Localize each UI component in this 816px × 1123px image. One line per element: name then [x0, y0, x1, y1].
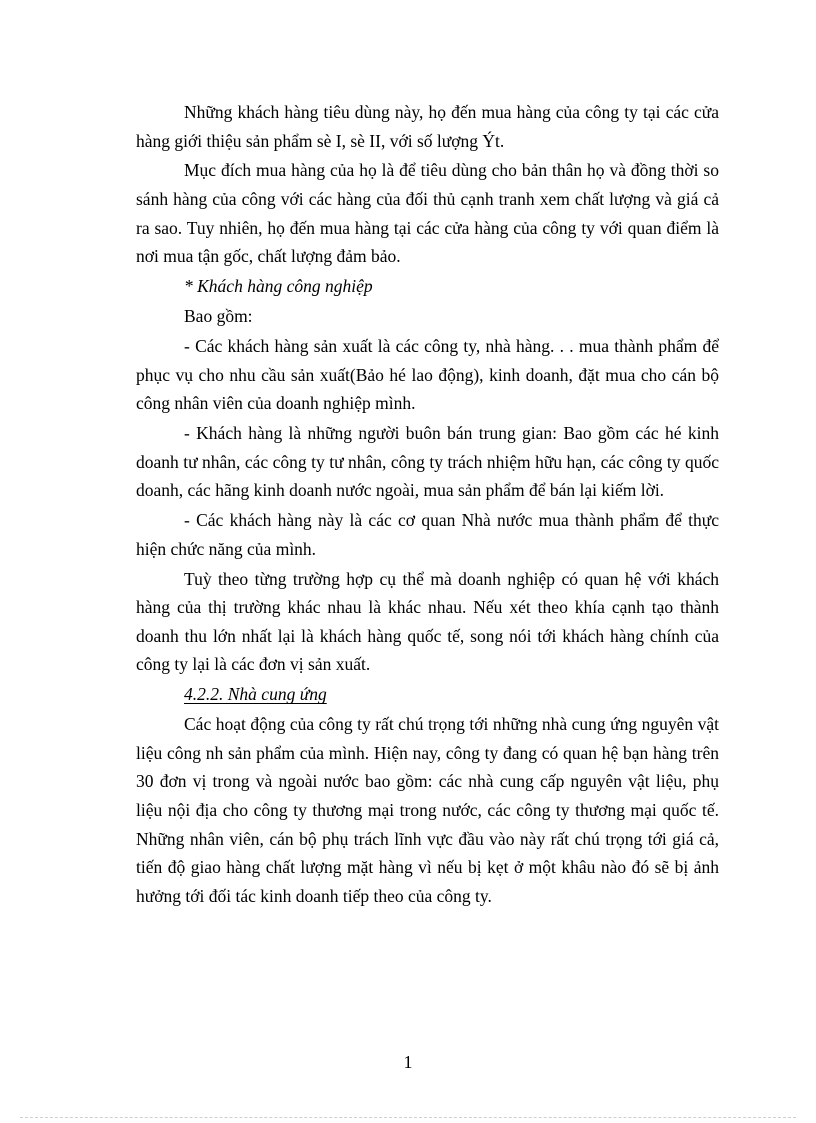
document-body	[136, 98, 719, 912]
paragraph-depending-on-case: Tuỳ theo từng trường hợp cụ thể mà doanh nghiệp có quan hệ với khách hàng của thị trường khác nhau là khác nhau. Nếu xét theo khía cạnh tạo thành doanh thu lớn nhất lại là khách hàng quốc tế, song nói tới khách hàng chính của công ty lại là các đơn vị sản xuất.	[136, 568, 719, 675]
paragraph-purchase-purpose: Mục đích mua hàng của họ là để tiêu dùng cho bản thân họ và đồng thời so sánh hàng của công với các hàng của đối thủ cạnh tranh xem chất lượng và giá cả ra sao. Tuy nhiên, họ đến mua hàng tại các cửa hàng của công ty với quan điểm là nơi mua tận gốc, chất lượng đảm bảo.	[136, 160, 719, 267]
paragraph-state-agencies: - Các khách hàng này là các cơ quan Nhà nước mua thành phẩm để thực hiện chức năng của mình.	[136, 510, 719, 559]
paragraph-includes: Bao gồm:	[184, 306, 253, 327]
paragraph-intermediary-customers: - Khách hàng là những người buôn bán trung gian: Bao gồm các hé kinh doanh tư nhân, các công ty tư nhân, công ty trách nhiệm hữu hạn, các công ty quốc doanh, các hãng kinh doanh nước ngoài, mua sản phẩm để bán lại kiếm lời.	[136, 423, 719, 501]
page-bottom-border	[20, 1117, 796, 1118]
paragraph-production-customers: - Các khách hàng sản xuất là các công ty, nhà hàng. . . mua thành phẩm để phục vụ cho nhu cầu sản xuất(Bảo hé lao động), kinh doanh, đặt mua cho cán bộ công nhân viên của doanh nghiệp mình.	[136, 335, 719, 414]
page-number: 1	[403, 1052, 413, 1072]
section-heading-suppliers-text: 4.2.2. Nhà cung ứng	[184, 684, 327, 705]
section-heading-suppliers	[136, 680, 719, 709]
subheading-industrial-customers: * Khách hàng công nghiệp	[184, 276, 373, 297]
paragraph-consumer-customers: Những khách hàng tiêu dùng này, họ đến mua hàng của công ty tại các cửa hàng giới thiệu sản phẩm sè I, sè II, với số lượng Ýt.	[136, 102, 719, 151]
paragraph-supplier-activities: Các hoạt động của công ty rất chú trọng tới những nhà cung ứng nguyên vật liệu công nh sản phẩm của mình. Hiện nay, công ty đang có quan hệ bạn hàng trên 30 đơn vị trong và ngoài nước bao gồm: các nhà cung cấp nguyên vật liệu, phụ liệu nội địa cho công ty thương mại trong nước, các công ty thương mại quốc tế. Những nhân viên, cán bộ phụ trách lĩnh vực đầu vào này rất chú trọng tới giá cả, tiến độ giao hàng chất lượng mặt hàng vì nếu bị kẹt ở một khâu nào đó sẽ bị ảnh hưởng tới đối tác kinh doanh tiếp theo của công ty.	[136, 714, 719, 906]
